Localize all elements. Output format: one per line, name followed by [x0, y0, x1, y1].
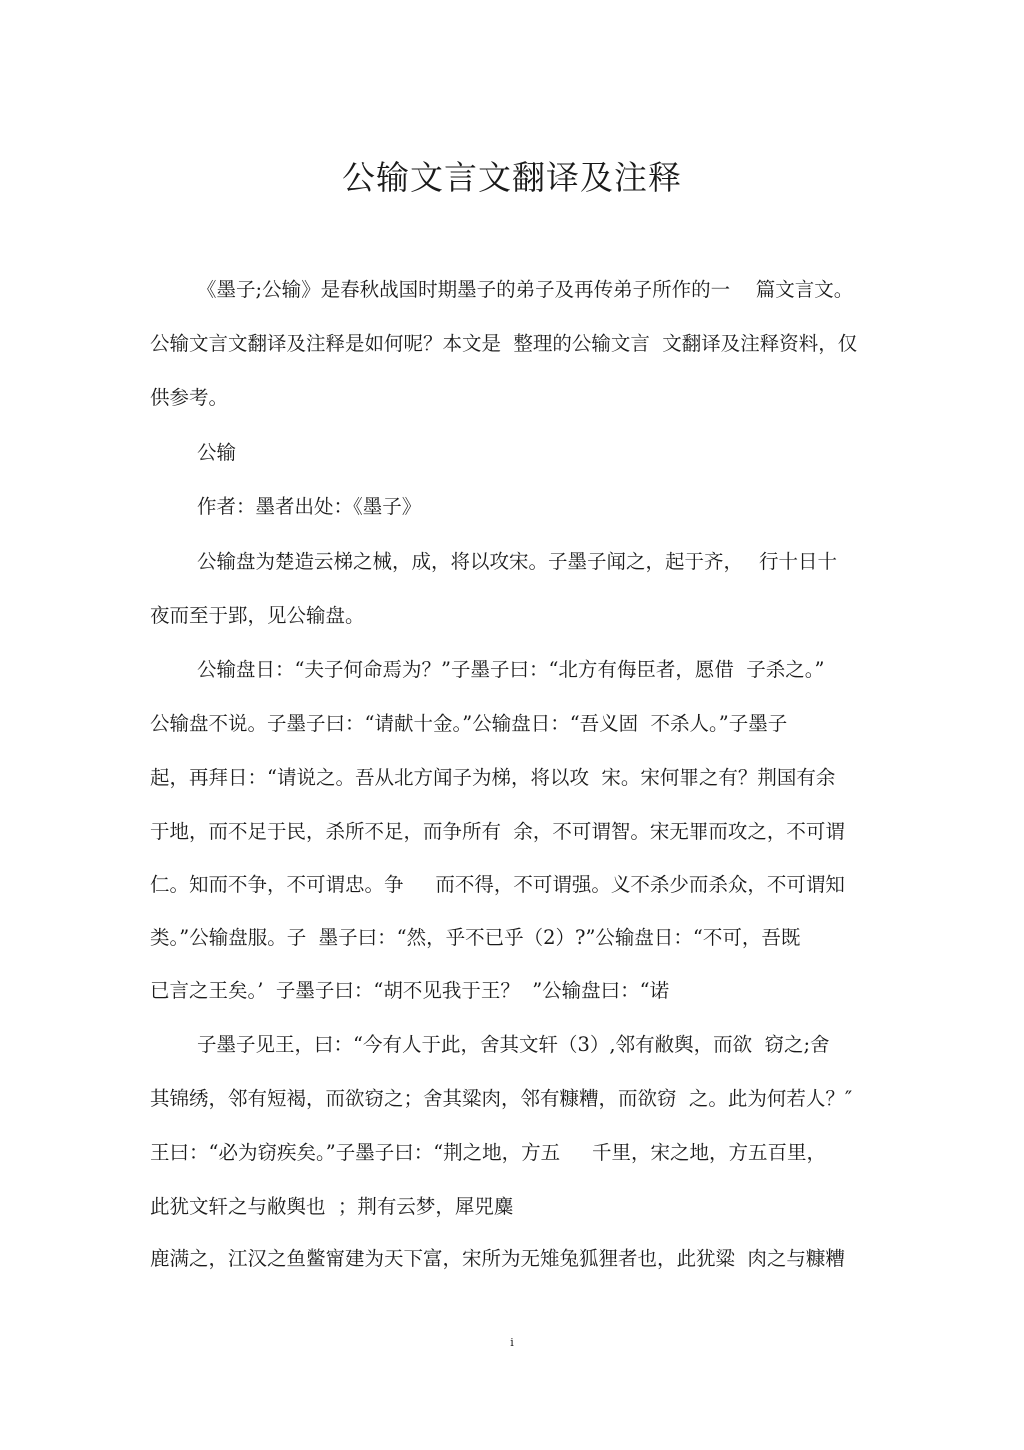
paragraph-line: 公输盘日：“夫子何命焉为？”子墨子曰：“北方有侮臣者，愿借 子杀之。” [197, 658, 825, 681]
paragraph-line: 公输盘不说。子墨子曰：“请献十金。”公输盘日：“吾义固 不杀人。”子墨子 [150, 712, 788, 735]
paragraph-line: 此犹文轩之与敝舆也 ；荆有云梦，犀兕麋 [150, 1195, 514, 1218]
paragraph-line: 夜而至于郢，见公输盘。 [150, 604, 365, 627]
document-title: 公输文言文翻译及注释 [342, 158, 682, 197]
paragraph-line: 公输 [197, 441, 237, 464]
paragraph-line: 公输盘为楚造云梯之械，成，将以攻宋。子墨子闻之，起于齐， 行十日十 [197, 550, 837, 573]
paragraph-line: 鹿满之，江汉之鱼鳖甯建为天下富，宋所为无雉兔狐狸者也，此犹粱 肉之与糠糟 [150, 1247, 845, 1270]
paragraph-line: 公输文言文翻译及注释是如何呢？本文是 整理的公输文言 文翻译及注释资料，仅 [150, 332, 858, 355]
paragraph-line: 于地，而不足于民，杀所不足，而争所有 余，不可谓智。宋无罪而攻之，不可谓 [150, 820, 845, 843]
paragraph-line: 已言之王矣。’ 子墨子曰：“胡不见我于王？ ”公输盘曰：“诺 [150, 979, 670, 1002]
paragraph-line: 《墨子;公输》是春秋战国时期墨子的弟子及再传弟子所作的一 篇文言文。 [197, 278, 854, 301]
paragraph-line: 仁。知而不争，不可谓忠。争 而不得，不可谓强。义不杀少而杀众，不可谓知 [150, 873, 845, 896]
page-number: i [510, 1336, 514, 1349]
paragraph-line: 供参考。 [150, 386, 229, 409]
paragraph-line: 起，再拜日：“请说之。吾从北方闻子为梯，将以攻 宋。宋何罪之有？荆国有余 [150, 766, 836, 789]
paragraph-line: 其锦绣，邻有短褐，而欲窃之；舍其粱肉，邻有糠糟，而欲窃 之。此为何若人？″ [150, 1087, 853, 1110]
paragraph-line: 王曰：“必为窃疾矣。”子墨子曰：“荆之地，方五 千里，宋之地，方五百里， [150, 1141, 827, 1164]
paragraph-line: 类。”公输盘服。子 墨子曰：“然，乎不已乎（2）?”公输盘日：“不可，吾既 [150, 926, 801, 949]
paragraph-line: 子墨子见王，曰：“今有人于此，舍其文轩（3）,邻有敝舆，而欲 窃之;舍 [197, 1033, 830, 1056]
paragraph-line: 作者：墨者出处：《墨子》 [197, 495, 422, 518]
